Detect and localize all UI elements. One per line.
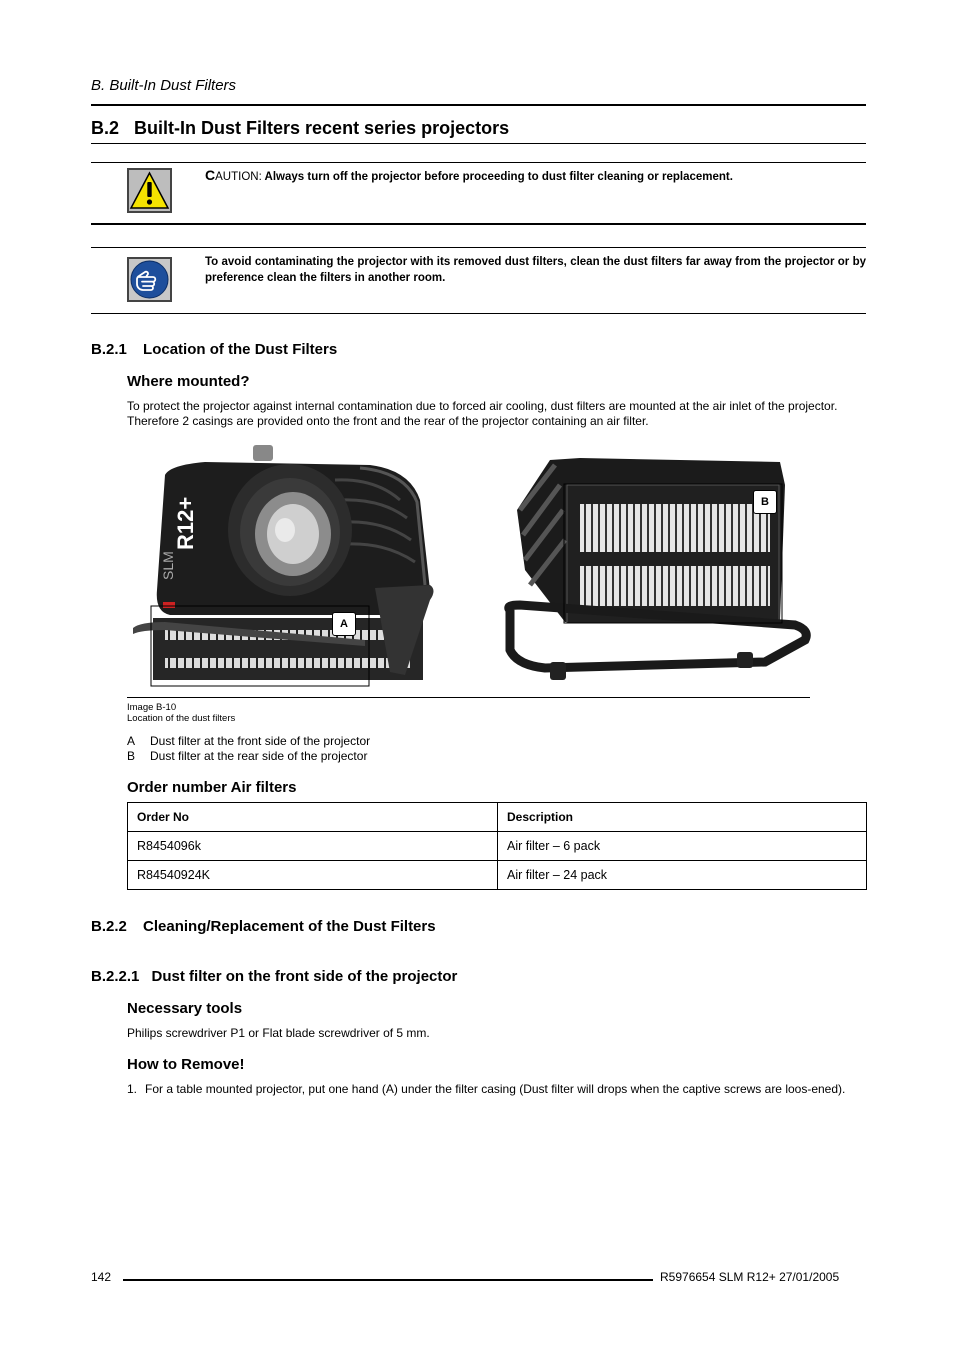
table-header-row	[128, 803, 867, 832]
step-number: 1.	[127, 1082, 138, 1096]
subsection-title: Location of the Dust Filters	[143, 341, 338, 358]
table-cell-order-no: R84540924K	[128, 861, 498, 890]
tools-text: Philips screwdriver P1 or Flat blade screwdriver of 5 mm.	[127, 1026, 430, 1040]
legend-item	[127, 734, 370, 748]
projector-images	[125, 440, 825, 690]
legend-key: A	[127, 734, 136, 748]
legend-text: Dust filter at the rear side of the projector	[150, 749, 368, 763]
front-brand-text: R12+	[173, 496, 198, 550]
legend-key: B	[127, 749, 136, 763]
step-text: For a table mounted projector, put one hand (A) under the filter casing (Dust filter will drops when the captive screws are loos-ened).	[145, 1082, 846, 1096]
table-cell-order-no: R8454096k	[128, 832, 498, 861]
caution-message: Always turn off the projector before proceeding to dust filter cleaning or replacement.	[264, 171, 733, 183]
subsection-number: B.2.2	[91, 918, 127, 935]
image-caption-text: Location of the dust filters	[127, 713, 236, 724]
running-header: B. Built-In Dust Filters	[91, 77, 237, 94]
section-number: B.2	[91, 118, 120, 138]
label-b-rear-filter: B	[753, 490, 777, 514]
table-row	[128, 832, 867, 861]
subsection-heading	[91, 918, 436, 935]
subsection-heading	[91, 341, 337, 358]
caution-rule-top	[91, 162, 866, 163]
where-mounted-text: To protect the projector against internal contamination due to forced air cooling, dust filters are mounted at the air inlet of the projector. Therefore 2 casings are provided onto the front and the rear of the projector containing an air filter.	[127, 399, 838, 428]
caution-rule-bottom	[91, 223, 866, 225]
subsubsection-heading	[91, 968, 457, 985]
section-rule	[91, 143, 866, 144]
order-table	[127, 802, 867, 890]
table-header-order-no: Order No	[128, 803, 498, 832]
caution-label: AUTION:	[215, 171, 262, 183]
page-number: 142	[91, 1270, 112, 1284]
order-heading: Order number Air filters	[127, 779, 297, 796]
footer-rule	[123, 1279, 653, 1281]
subsubsection-number: B.2.2.1	[91, 968, 140, 985]
label-a-front-filter: A	[332, 612, 356, 636]
subsubsection-title: Dust filter on the front side of the projector	[151, 968, 458, 985]
remove-heading: How to Remove!	[127, 1056, 245, 1073]
table-row	[128, 861, 867, 890]
where-mounted-heading: Where mounted?	[127, 373, 250, 390]
pointing-hand-icon	[127, 257, 172, 302]
tip-rule-top	[91, 247, 866, 248]
image-caption-id: Image B-10	[127, 702, 177, 713]
document-reference: R5976654 SLM R12+ 27/01/2005	[660, 1270, 840, 1284]
caution-text	[205, 167, 733, 183]
section-title-text: Built-In Dust Filters recent series projectors	[134, 118, 510, 138]
section-title	[91, 118, 509, 139]
warning-icon	[127, 168, 172, 213]
caution-label-initial: C	[205, 167, 216, 183]
legend-item	[127, 749, 367, 763]
tip-text: To avoid contaminating the projector with its removed dust filters, clean the dust filters far away from the projector or by preference clean the filters in another room.	[205, 256, 866, 284]
legend-text: Dust filter at the front side of the projector	[150, 734, 371, 748]
front-projector-photo	[133, 445, 434, 686]
tip-rule-bottom	[91, 313, 866, 314]
table-cell-description: Air filter – 24 pack	[498, 861, 867, 890]
table-header-description: Description	[498, 803, 867, 832]
table-cell-description: Air filter – 6 pack	[498, 832, 867, 861]
header-rule	[91, 104, 866, 106]
caption-rule	[127, 697, 810, 698]
subsection-number: B.2.1	[91, 341, 127, 358]
subsection-title: Cleaning/Replacement of the Dust Filters	[143, 918, 436, 935]
tools-heading: Necessary tools	[127, 1000, 243, 1017]
front-subbrand-text: SLM	[160, 551, 176, 580]
